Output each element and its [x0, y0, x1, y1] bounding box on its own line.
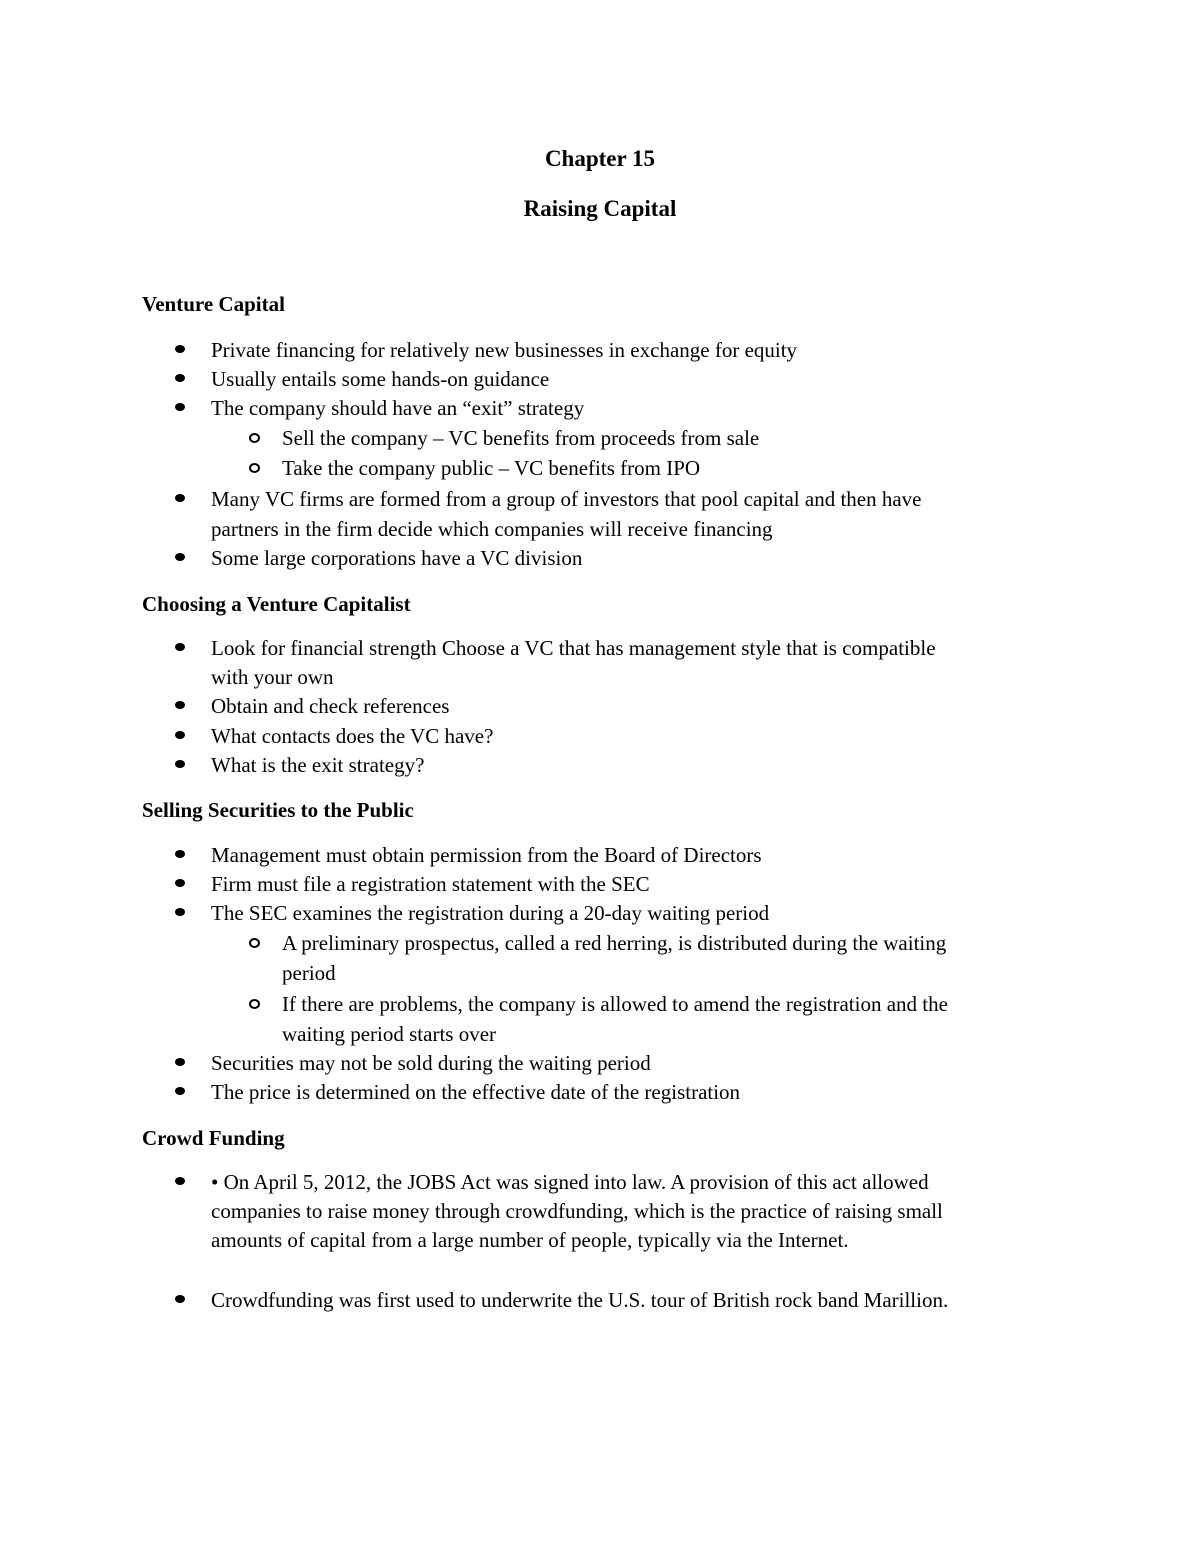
bullet-icon: [175, 403, 185, 411]
sub-list-item-continuation: period: [282, 961, 336, 985]
bullet-icon: [175, 879, 185, 887]
list-item: The SEC examines the registration during a 20-day waiting period: [211, 901, 770, 925]
circle-bullet-icon: [249, 463, 260, 473]
list-item-continuation: amounts of capital from a large number of people, typically via the Internet.: [211, 1228, 849, 1252]
bullet-icon: [175, 553, 185, 561]
list-item: Usually entails some hands-on guidance: [211, 367, 550, 391]
bullet-icon: [175, 345, 185, 353]
list-item: Securities may not be sold during the waiting period: [211, 1051, 651, 1075]
bullet-icon: [175, 374, 185, 382]
bullet-icon: [175, 1295, 185, 1303]
section-heading-venture-capital: Venture Capital: [142, 292, 285, 316]
bullet-icon: [175, 494, 185, 502]
sub-list-item: A preliminary prospectus, called a red herring, is distributed during the waiting: [282, 931, 947, 955]
list-item: Private financing for relatively new businesses in exchange for equity: [211, 338, 798, 362]
list-item: • On April 5, 2012, the JOBS Act was signed into law. A provision of this act allowed: [211, 1170, 929, 1194]
bullet-icon: [175, 1058, 185, 1066]
bullet-icon: [175, 908, 185, 916]
sub-list-item: Sell the company – VC benefits from proceeds from sale: [282, 426, 760, 450]
list-item: Obtain and check references: [211, 694, 450, 718]
list-item: Firm must file a registration statement with the SEC: [211, 872, 650, 896]
bullet-icon: [175, 701, 185, 709]
circle-bullet-icon: [249, 433, 260, 443]
list-item: Some large corporations have a VC division: [211, 546, 583, 570]
list-item: What is the exit strategy?: [211, 753, 425, 777]
list-item-continuation: partners in the firm decide which companies will receive financing: [211, 517, 773, 541]
bullet-icon: [175, 760, 185, 768]
list-item: Management must obtain permission from the Board of Directors: [211, 843, 762, 867]
list-item: Crowdfunding was first used to underwrite the U.S. tour of British rock band Marillion.: [211, 1288, 949, 1312]
sub-list-item-continuation: waiting period starts over: [282, 1022, 497, 1046]
list-item: Many VC firms are formed from a group of investors that pool capital and then have: [211, 487, 922, 511]
bullet-icon: [175, 1177, 185, 1185]
bullet-icon: [175, 643, 185, 651]
list-item: Look for financial strength Choose a VC that has management style that is compatible: [211, 636, 936, 660]
circle-bullet-icon: [249, 999, 260, 1009]
section-heading-selling-securities: Selling Securities to the Public: [142, 798, 414, 822]
bullet-icon: [175, 731, 185, 739]
section-heading-crowd-funding: Crowd Funding: [142, 1126, 285, 1150]
list-item-continuation: with your own: [211, 665, 334, 689]
list-item: What contacts does the VC have?: [211, 724, 494, 748]
list-item: The price is determined on the effective date of the registration: [211, 1080, 741, 1104]
list-item-continuation: companies to raise money through crowdfunding, which is the practice of raising small: [211, 1199, 943, 1223]
bullet-icon: [175, 1087, 185, 1095]
section-heading-choosing-vc: Choosing a Venture Capitalist: [142, 592, 411, 616]
sub-list-item: Take the company public – VC benefits from IPO: [282, 456, 701, 480]
circle-bullet-icon: [249, 938, 260, 948]
chapter-title: Chapter 15: [544, 146, 656, 171]
list-item: The company should have an “exit” strategy: [211, 396, 585, 420]
chapter-subtitle: Raising Capital: [523, 196, 677, 221]
bullet-icon: [175, 850, 185, 858]
sub-list-item: If there are problems, the company is allowed to amend the registration and the: [282, 992, 948, 1016]
